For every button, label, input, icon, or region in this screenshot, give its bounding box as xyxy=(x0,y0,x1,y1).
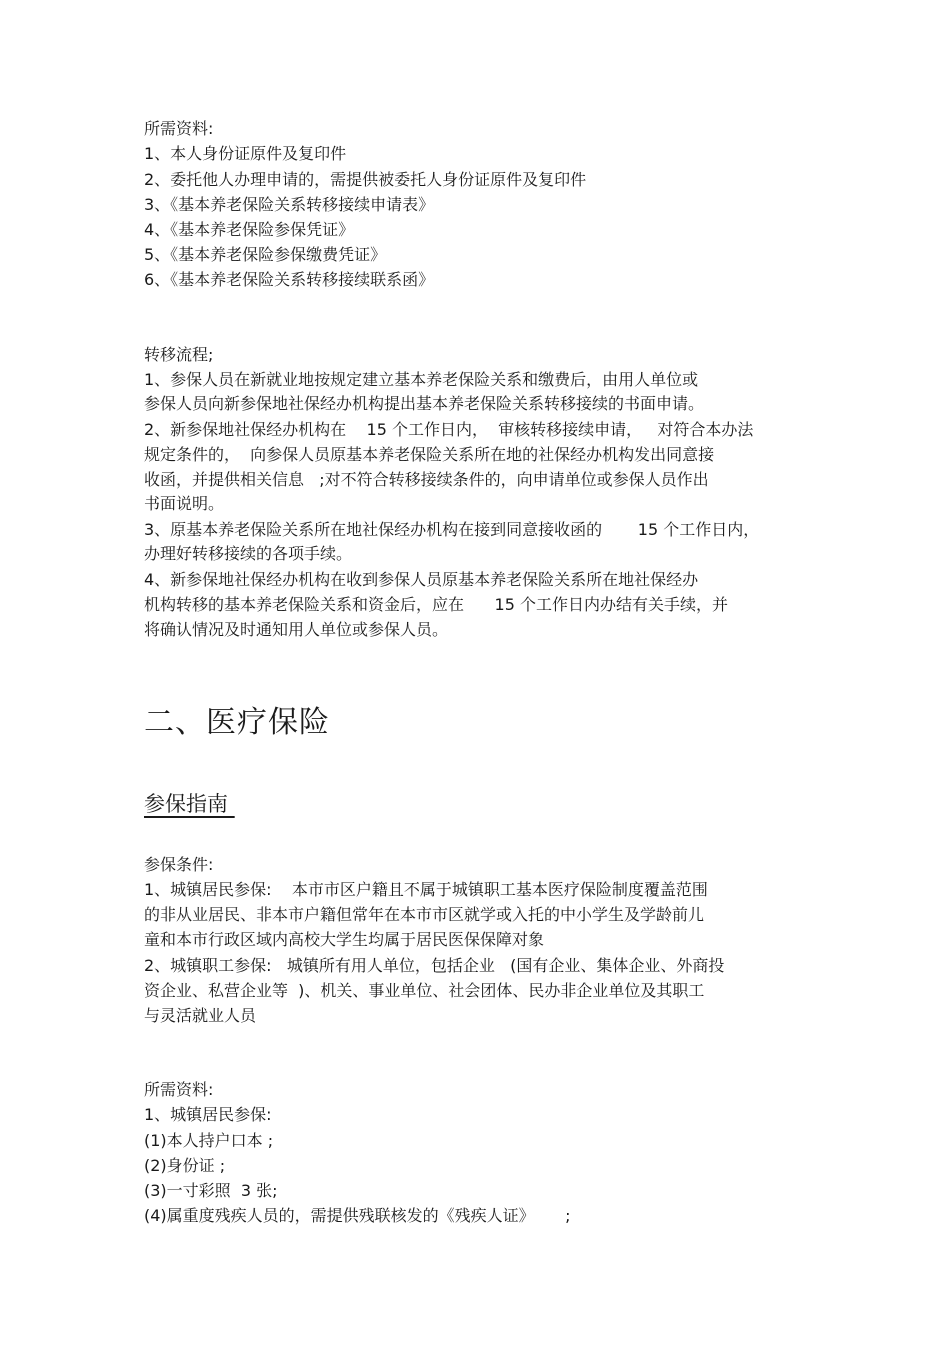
conditions-line: 与灵活就业人员 xyxy=(144,1006,257,1025)
section-subheading: 参保指南 xyxy=(144,792,235,816)
conditions-title: 参保条件: xyxy=(144,855,214,874)
process-line: 规定条件的， 向参保人员原基本养老保险关系所在地的社保经办机构发出同意接 xyxy=(144,445,715,464)
materials-line: (4)属重度残疾人员的，需提供残联核发的《残疾人证》 ; xyxy=(144,1206,571,1225)
materials-item: 2、委托他人办理申请的，需提供被委托人身份证原件及复印件 xyxy=(144,170,587,189)
process-line: 参保人员向新参保地社保经办机构提出基本养老保险关系转移接续的书面申请。 xyxy=(144,394,705,413)
materials-title: 所需资料: xyxy=(144,1080,214,1099)
process-line: 机构转移的基本养老保险关系和资金后，应在 15 个工作日内办结有关手续，并 xyxy=(144,595,728,614)
process-line: 1、参保人员在新就业地按规定建立基本养老保险关系和缴费后，由用人单位或 xyxy=(144,370,699,389)
conditions-line: 的非从业居民、非本市户籍但常年在本市市区就学或入托的中小学生及学龄前儿 xyxy=(144,905,705,924)
process-line: 将确认情况及时通知用人单位或参保人员。 xyxy=(144,620,449,639)
section-heading: 二、医疗保险 xyxy=(144,705,330,740)
process-line: 书面说明。 xyxy=(144,494,225,513)
process-line: 办理好转移接续的各项手续。 xyxy=(144,544,353,563)
conditions-line: 童和本市行政区域内高校大学生均属于居民医保保障对象 xyxy=(144,930,545,949)
materials-line: (3)一寸彩照 3 张; xyxy=(144,1181,278,1200)
process-line: 2、新参保地社保经办机构在 15 个工作日内， 审核转移接续申请， 对符合本办法 xyxy=(144,420,754,439)
conditions-line: 1、城镇居民参保: 本市市区户籍且不属于城镇职工基本医疗保险制度覆盖范围 xyxy=(144,880,708,899)
materials-title: 所需资料: xyxy=(144,119,214,138)
materials-item: 4、《基本养老保险参保凭证》 xyxy=(144,220,355,239)
conditions-line: 资企业、私营企业等 )、机关、事业单位、社会团体、民办非企业单位及其职工 xyxy=(144,981,705,1000)
materials-line: (1)本人持户口本 ; xyxy=(144,1131,274,1150)
process-line: 3、原基本养老保险关系所在地社保经办机构在接到同意接收函的 15 个工作日内， xyxy=(144,520,760,539)
materials-item: 1、本人身份证原件及复印件 xyxy=(144,144,347,163)
materials-line: (2)身份证 ; xyxy=(144,1156,226,1175)
process-line: 收函，并提供相关信息 ;对不符合转移接续条件的，向申请单位或参保人员作出 xyxy=(144,470,709,489)
process-line: 4、新参保地社保经办机构在收到参保人员原基本养老保险关系所在地社保经办 xyxy=(144,570,699,589)
materials-item: 6、《基本养老保险关系转移接续联系函》 xyxy=(144,270,435,289)
materials-item: 5、《基本养老保险参保缴费凭证》 xyxy=(144,245,387,264)
process-title: 转移流程; xyxy=(144,345,214,364)
materials-line: 1、城镇居民参保: xyxy=(144,1105,272,1124)
conditions-line: 2、城镇职工参保: 城镇所有用人单位，包括企业 (国有企业、集体企业、外商投 xyxy=(144,956,725,975)
materials-item: 3、《基本养老保险关系转移接续申请表》 xyxy=(144,195,435,214)
